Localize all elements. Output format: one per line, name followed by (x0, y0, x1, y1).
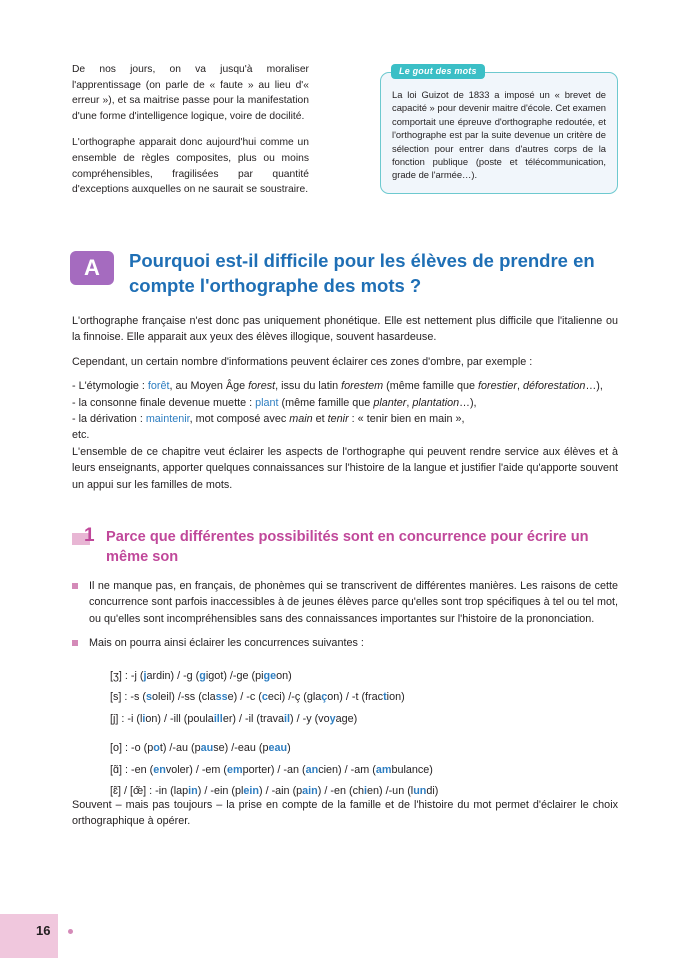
p5-suffix: : « tenir bien en main », (348, 413, 465, 426)
p4-italic-2: plantation (412, 396, 460, 409)
subsection-number: 1 (84, 525, 95, 546)
p3-highlight: forêt (147, 380, 170, 393)
p5-highlight: maintenir (145, 413, 190, 426)
intro-paragraph-2: L'orthographe apparait donc aujourd'hui comme un ensemble de règles composites, plus ou moins compréhensibles, fragilisées par quantité d'exceptions auxquelles on ne saurait se soustraire. (72, 137, 309, 196)
phoneme-list (110, 666, 610, 802)
body-paragraph-6: etc. (72, 429, 90, 442)
p3-mid2: , issu du latin (275, 380, 342, 393)
square-bullet-icon (72, 583, 78, 589)
p3-suffix: …), (585, 380, 603, 393)
body-paragraph-3 (72, 378, 618, 394)
body-paragraph-4 (72, 395, 618, 411)
intro-left-column (72, 62, 309, 198)
body-paragraph-7: L'ensemble de ce chapitre veut éclairer les aspects de l'orthographe qui peuvent rendre service aux élèves et à leurs enseignants, apporter quelques connaissances sur l'histoire de la langue et justifier l'aide qu'apporte souvent un appui sur les familles de mots. (72, 445, 618, 491)
sidebar-box-le-gout-des-mots (380, 66, 618, 194)
subsection-1-title: Parce que différentes possibilités sont en concurrence pour écrire un même son (106, 529, 589, 565)
p5-italic-1: main (289, 413, 313, 426)
body-paragraph-1: L'orthographe française n'est donc pas uniquement phonétique. Elle est nettement plus difficile que l'italienne ou la finnoise. Elle apparait aux yeux des élèves illogique, souvent hasardeuse. (72, 315, 618, 344)
phoneme-row-4: [o] : -o (pot) /-au (pause) /-eau (peau) (110, 742, 291, 755)
p3-italic-3: forestier (477, 380, 517, 393)
p5-mid2: et (312, 413, 328, 426)
p3-prefix: - L'étymologie : (72, 380, 148, 393)
closing-paragraph: Souvent – mais pas toujours – la prise en compte de la famille et de l'histoire du mot permet d'éclairer le choix orthographique à opérer. (72, 799, 618, 828)
section-a-title: Pourquoi est-il difficile pour les élèves de prendre en compte l'orthographe des mots ? (129, 250, 595, 296)
footer-dot-icon (68, 929, 73, 934)
subsection-1-bullets (72, 578, 618, 660)
body-paragraph-5 (72, 411, 618, 427)
p5-italic-2: tenir (327, 413, 349, 426)
bullet-text-2: Mais on pourra ainsi éclairer les concurrences suivantes : (89, 637, 364, 650)
p3-mid3: (même famille que (383, 380, 478, 393)
square-bullet-icon (72, 640, 78, 646)
p4-prefix: - la consonne finale devenue muette : (72, 396, 256, 409)
phoneme-row-1: [ʒ] : -j (jardin) / -g (gigot) /-ge (pigeon) (110, 670, 292, 682)
p4-suffix: …), (459, 396, 477, 409)
section-letter-badge: A (70, 251, 114, 285)
phoneme-row-5: [ɑ̃] : -en (envoler) / -em (emporter) / -an (ancien) / -am (ambulance) (110, 763, 433, 776)
p4-italic-1: planter (373, 396, 407, 409)
bullet-text-1: Il ne manque pas, en français, de phonèmes qui se transcrivent de différentes manières. Les raisons de cette concurrence sont parfois inaccessibles à de jeunes élèves parce qu'elles sont trop spécifiques à tel ou tel mot, ou qu'elles sont incompréhensibles sans des connaissances importantes sur l'histoire de la prononciation. (89, 580, 618, 625)
p3-mid4: , (517, 380, 523, 393)
p3-mid: , au Moyen Âge (169, 380, 249, 393)
phoneme-row-3: [j] : -i (lion) / -ill (poulailler) / -il (travail) / -y (voyage) (110, 712, 358, 725)
page-number: 16 (36, 923, 51, 938)
p3-italic-1: forest (248, 380, 276, 393)
p3-italic-2: forestem (341, 380, 384, 393)
phoneme-row-2: [s] : -s (soleil) /-ss (classe) / -c (ceci) /-ç (glaçon) / -t (fraction) (110, 691, 405, 704)
list-item (72, 635, 618, 651)
p4-mid2: , (406, 396, 413, 409)
p5-prefix: - la dérivation : (72, 413, 146, 426)
sidebar-box-title: Le gout des mots (391, 64, 485, 79)
sidebar-box-text: La loi Guizot de 1833 a imposé un « brevet de capacité » pour devenir maitre d'école. Cet examen comportait une épreuve d'orthographe redoutée, et l'orthographe est par la suite devenue un critère de sélection pour entrer dans d'autres corps de la fonction publique (poste et télécommunication, grade de l'armée…). (392, 89, 606, 181)
body-paragraph-2: Cependant, un certain nombre d'informations peuvent éclairer ces zones d'ombre, par exemple : (72, 355, 533, 368)
phoneme-row-6: [ɛ̃] / [œ̃] : -in (lapin) / -ein (plein) / -ain (pain) / -en (chien) /-un (lundi) (110, 785, 439, 798)
intro-paragraph-1: De nos jours, on va jusqu'à moraliser l'apprentissage (on parle de « faute » au lieu d'« erreur »), et sa maitrise passe pour la manifestation d'une forme d'intelligence logique, voire de docilité. (72, 64, 309, 122)
section-a-body (72, 313, 618, 493)
p3-italic-4: déforestation (523, 380, 586, 393)
p4-highlight: plant (255, 396, 279, 409)
p5-mid: , mot composé avec (189, 413, 290, 426)
p4-mid: (même famille que (278, 396, 374, 409)
list-item (72, 578, 618, 627)
